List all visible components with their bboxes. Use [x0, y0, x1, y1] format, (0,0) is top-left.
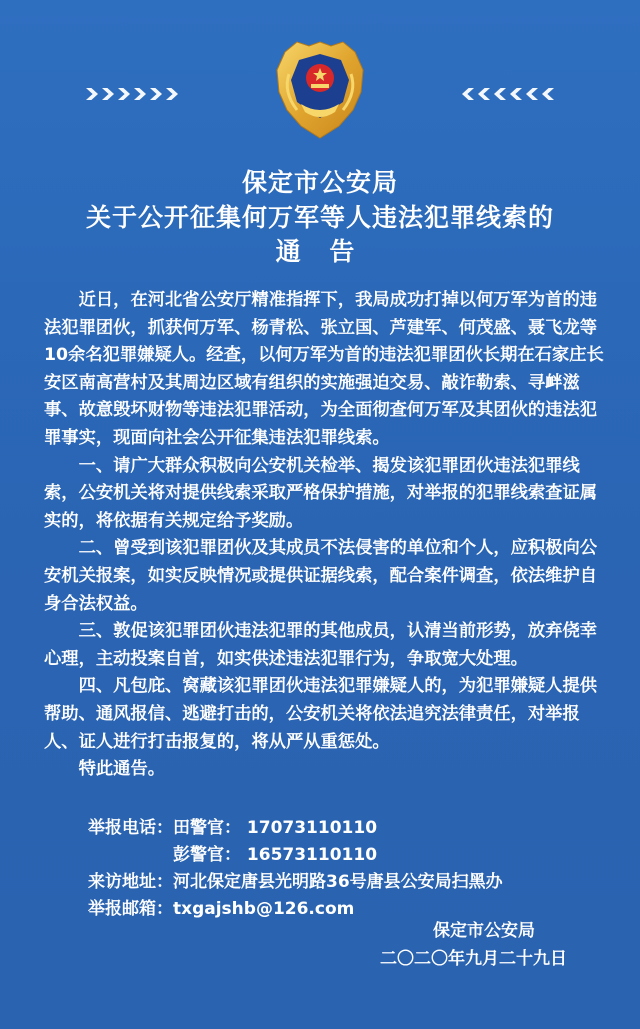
left-chevron-decoration [86, 88, 178, 100]
contact-block [88, 815, 503, 923]
title-subject: 关于公开征集何万军等人违法犯罪线索的 [85, 203, 554, 232]
paragraph-intro: 近日，在河北省公安厅精准指挥下，我局成功打掉以何万军为首的违法犯罪团伙，抓获何万军、杨青松、张立国、芦建军、何茂盛、聂飞龙等10余名犯罪嫌疑人。经查，以何万军为首的违法犯罪团伙长期在石家庄长安区南高营村及其周边区域有组织的实施强迫交易、敲诈勒索、寻衅滋事、故意毁坏财物等违法犯罪活动，为全面彻查何万军及其团伙的违法犯罪事实，现面向社会公开征集违法犯罪线索。 [44, 290, 604, 448]
phone-2: 彭警官： 16573110110 [173, 845, 378, 865]
paragraph-item-3: 三、敦促该犯罪团伙违法犯罪的其他成员，认清当前形势，放弃侥幸心理，主动投案自首，如实供述违法犯罪行为，争取宽大处理。 [44, 621, 598, 669]
phone-row-1 [88, 815, 503, 842]
right-chevron-decoration [462, 88, 554, 100]
notice-body [44, 287, 604, 784]
address-value: 河北保定唐县光明路36号唐县公安局扫黑办 [173, 872, 503, 892]
address-label: 来访地址： [88, 872, 173, 892]
phone-label: 举报电话： [88, 818, 173, 838]
email-label: 举报邮箱： [88, 899, 173, 919]
signature-org: 保定市公安局 [433, 921, 535, 941]
signature-date: 二〇二〇年九月二十九日 [380, 949, 567, 969]
title-org: 保定市公安局 [241, 168, 398, 197]
title-notice: 通 告 [275, 237, 365, 266]
paragraph-item-4: 四、凡包庇、窝藏该犯罪团伙违法犯罪嫌疑人的，为犯罪嫌疑人提供帮助、通风报信、逃避打击的，公安机关将依法追究法律责任，对举报人、证人进行打击报复的，将从严从重惩处。 [44, 676, 598, 752]
paragraph-item-1: 一、请广大群众积极向公安机关检举、揭发该犯罪团伙违法犯罪线索，公安机关将对提供线索采取严格保护措施，对举报的犯罪线索查证属实的，将依据有关规定给予奖励。 [44, 455, 598, 531]
paragraph-item-2: 二、曾受到该犯罪团伙及其成员不法侵害的单位和个人，应积极向公安机关报案，如实反映情况或提供证据线索，配合案件调查，依法维护自身合法权益。 [44, 538, 598, 614]
email-value: txgajshb@126.com [173, 899, 355, 919]
address-row [88, 869, 503, 896]
paragraph-closing: 特此通告。 [78, 759, 166, 780]
phone-row-2 [88, 842, 503, 869]
police-emblem-icon [273, 40, 367, 140]
phone-1: 田警官： 17073110110 [173, 818, 378, 838]
